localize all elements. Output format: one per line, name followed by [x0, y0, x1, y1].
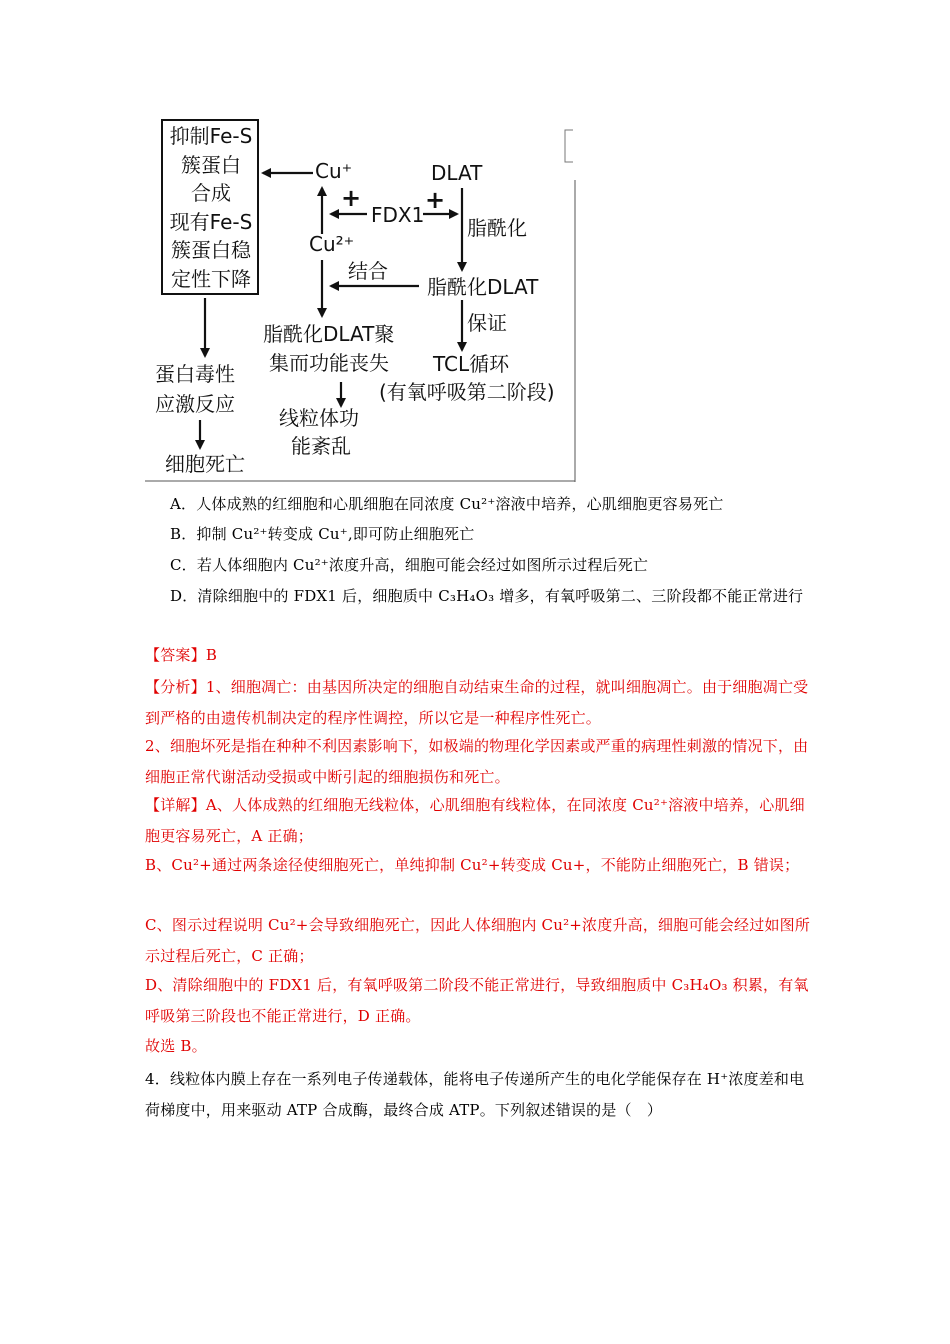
cu-plus-label: Cu⁺ — [315, 159, 353, 183]
inhibition-box-text — [163, 122, 259, 293]
option-b: B．抑制 Cu²⁺转变成 Cu⁺,即可防止细胞死亡 — [170, 525, 475, 543]
box-line: 簇蛋白稳 — [171, 238, 251, 262]
dlat-label: DLAT — [431, 161, 483, 185]
aerobic-stage-label: (有氧呼吸第二阶段) — [379, 380, 555, 404]
stress-line-2: 应激反应 — [155, 392, 235, 416]
analysis-text-1: 1、细胞凋亡：由基因所决定的细胞自动结束生命的过程，就叫细胞凋亡。由于细胞凋亡受到严格的由遗传机制决定的程序性调控，所以它是一种程序性死亡。 — [145, 678, 809, 727]
plus-left-sign: + — [341, 184, 362, 212]
tcl-cycle-label: TCL循环 — [433, 352, 510, 376]
detail-label: 【详解】 — [145, 796, 206, 814]
cell-death-label: 细胞死亡 — [165, 452, 245, 476]
detail-paragraph-c: C、图示过程说明 Cu²+会导致细胞死亡，因此人体细胞内 Cu²+浓度升高，细胞可能会经过如图所示过程后死亡，C 正确； — [145, 916, 811, 965]
analysis-paragraph-1 — [145, 672, 815, 733]
mito-line-1: 线粒体功 — [279, 406, 359, 430]
box-line: 现有Fe-S — [169, 209, 253, 234]
stress-line-1: 蛋白毒性 — [155, 362, 235, 386]
mechanism-figure — [145, 110, 577, 482]
mito-line-2: 能紊乱 — [291, 434, 351, 458]
option-d: D．清除细胞中的 FDX1 后，细胞质中 C₃H₄O₃ 增多，有氧呼吸第二、三阶段都不能正常进行 — [170, 587, 804, 605]
next-question: 4．线粒体内膜上存在一系列电子传递载体，能将电子传递所产生的电化学能保存在 H⁺浓度差和电荷梯度中，用来驱动 ATP 合成酶，最终合成 ATP。下列叙述错误的是（ ） — [145, 1070, 805, 1119]
guarantee-label: 保证 — [467, 311, 507, 335]
answer-label: 【答案】 — [145, 646, 206, 664]
analysis-label: 【分析】 — [145, 678, 206, 696]
plus-right-sign: + — [425, 186, 446, 214]
option-c: C．若人体细胞内 Cu²⁺浓度升高，细胞可能会经过如图所示过程后死亡 — [170, 556, 649, 574]
detail-paragraph-a — [145, 790, 815, 851]
lipoyl-dlat-label: 脂酰化DLAT — [427, 275, 539, 299]
lipoylation-label: 脂酰化 — [467, 216, 527, 240]
box-line: 抑制Fe-S — [169, 124, 253, 148]
detail-paragraph-b: B、Cu²+通过两条途径使细胞死亡，单纯抑制 Cu²+转变成 Cu+，不能防止细胞死亡，B 错误； — [145, 856, 800, 874]
box-line: 定性下降 — [171, 266, 251, 291]
box-line: 合成 — [191, 181, 231, 205]
detail-paragraph-d: D、清除细胞中的 FDX1 后，有氧呼吸第二阶段不能正常进行，导致细胞质中 C₃H₄O₃ 积累，有氧呼吸第三阶段也不能正常进行，D 正确。 — [145, 976, 809, 1025]
detail-text-a: A、人体成熟的红细胞无线粒体，心肌细胞有线粒体，在同浓度 Cu²⁺溶液中培养，心肌细胞更容易死亡，A 正确； — [145, 796, 805, 845]
answer-line — [145, 640, 815, 671]
option-a: A．人体成熟的红细胞和心肌细胞在同浓度 Cu²⁺溶液中培养，心肌细胞更容易死亡 — [170, 495, 724, 513]
analysis-paragraph-2: 2、细胞坏死是指在种种不利因素影响下，如极端的物理化学因素或严重的病理性刺激的情况下，由细胞正常代谢活动受损或中断引起的细胞损伤和死亡。 — [145, 737, 809, 786]
binding-label: 结合 — [348, 259, 388, 283]
cu2-plus-label: Cu²⁺ — [309, 232, 355, 256]
aggregation-line-2: 集而功能丧失 — [269, 351, 389, 375]
answer-value: B — [205, 646, 218, 664]
conclusion-line: 故选 B。 — [145, 1037, 207, 1055]
fdx1-label: FDX1 — [371, 203, 425, 227]
box-line: 簇蛋白 — [181, 152, 241, 177]
aggregation-line-1: 脂酰化DLAT聚 — [263, 322, 395, 346]
